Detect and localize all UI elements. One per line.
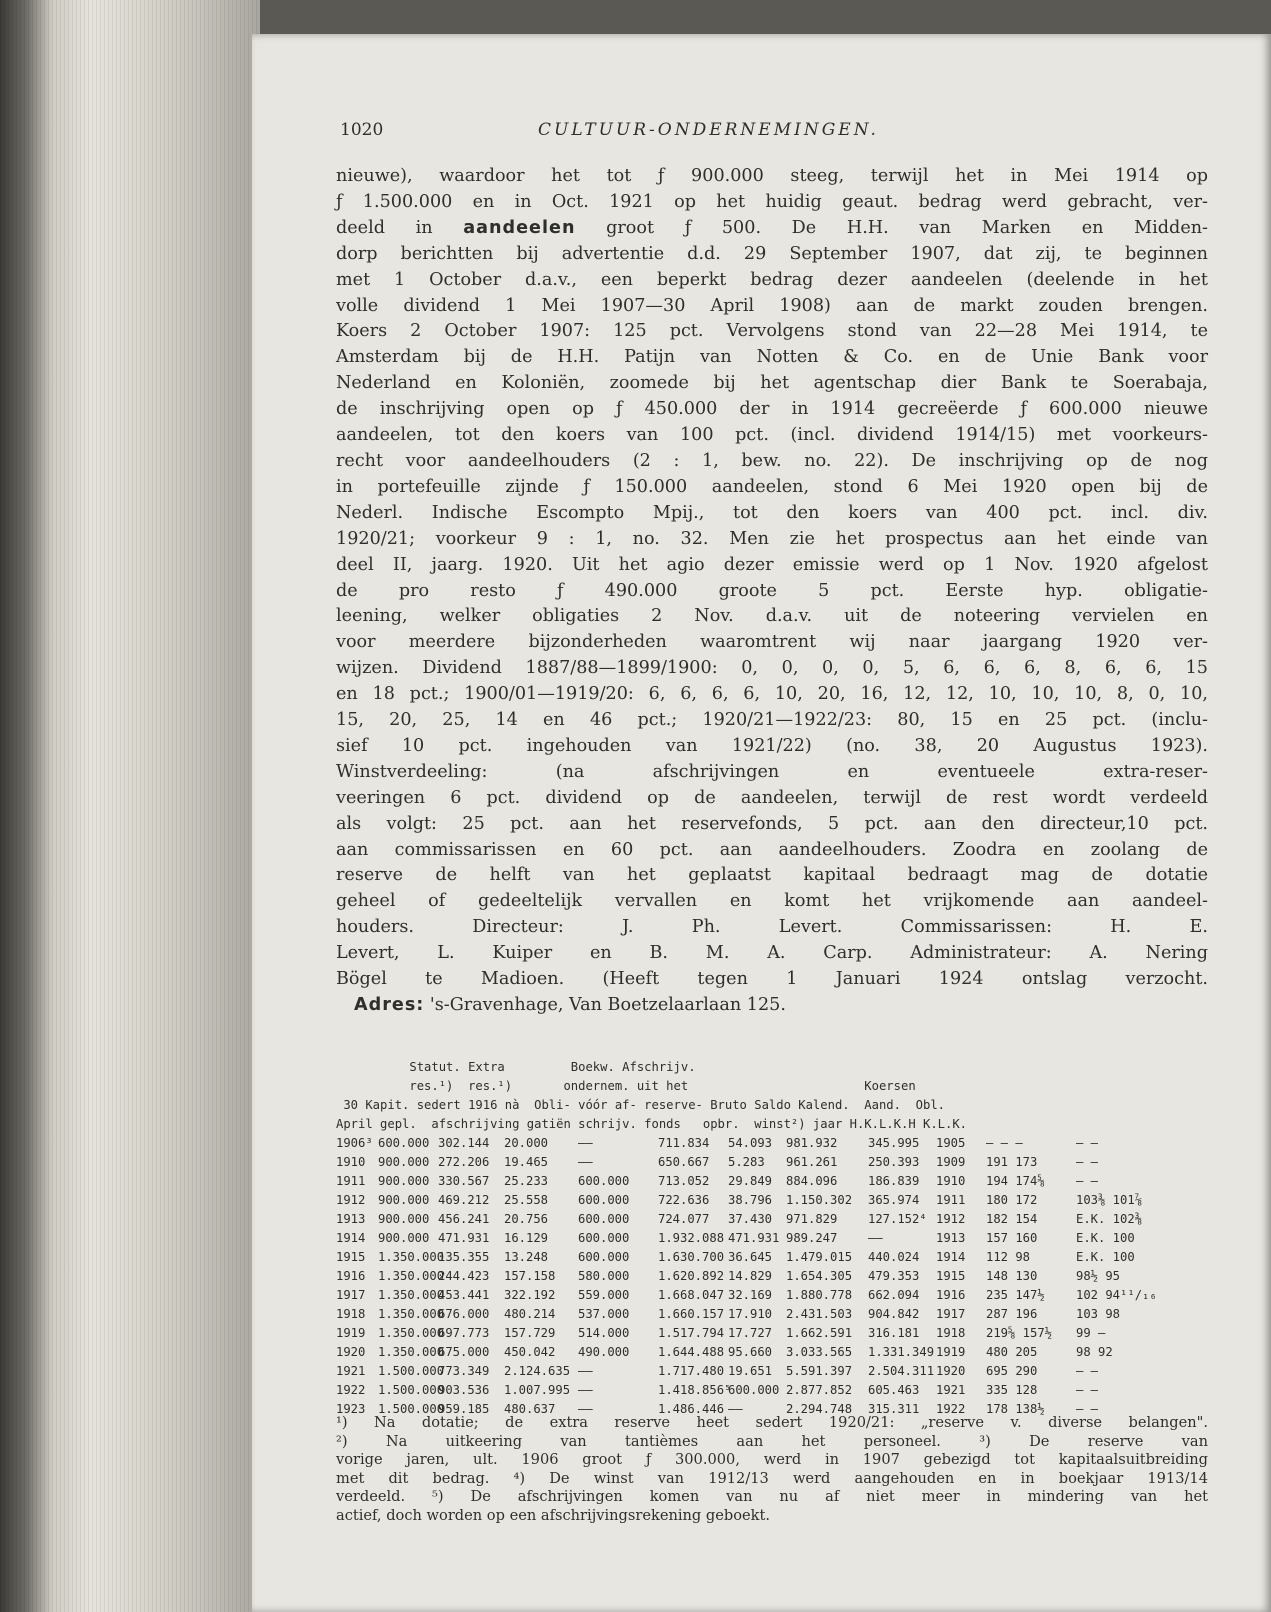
- table-cell: 904.842: [868, 1307, 920, 1321]
- page-header: [340, 120, 1200, 146]
- table-cell: 1.350.000: [378, 1307, 445, 1321]
- table-cell: 1914: [336, 1231, 366, 1245]
- body-line: dorp berichtten bij advertentie d.d. 29 September 1907, dat zij, te beginnen: [336, 243, 1208, 264]
- table-cell: 1.630.700: [658, 1250, 725, 1264]
- table-cell: 469.212: [438, 1193, 490, 1207]
- table-cell: 537.000: [578, 1307, 630, 1321]
- table-row: [336, 1381, 1208, 1400]
- table-cell: 19.651: [728, 1364, 773, 1378]
- table-header-line: 30 Kapit. sedert 1916 nà Obli- vóór af- reserve- Bruto Saldo Kalend. Aand. Obl.: [336, 1098, 946, 1112]
- table-cell: 219⅝ 157½: [986, 1326, 1053, 1340]
- table-cell: 773.349: [438, 1364, 490, 1378]
- body-line: nieuwe), waardoor het tot ƒ 900.000 steeg, terwijl het in Mei 1914 op: [336, 166, 1208, 186]
- table-cell: 250.393: [868, 1155, 920, 1169]
- table-cell: 99 —: [1076, 1326, 1106, 1340]
- footnote-line: verdeeld. ⁵) De afschrijvingen komen van nu af niet meer in mindering van het: [336, 1488, 1208, 1505]
- table-header: [336, 1058, 1208, 1134]
- table-cell: 112 98: [986, 1250, 1031, 1264]
- footnotes: [336, 1414, 1208, 1525]
- body-line: sief 10 pct. ingehouden van 1921/22) (no. 38, 20 Augustus 1923).: [336, 735, 1208, 756]
- table-row: [336, 1362, 1208, 1381]
- table-cell: 14.829: [728, 1269, 773, 1283]
- table-cell: 37.430: [728, 1212, 773, 1226]
- table-cell: 322.192: [504, 1288, 556, 1302]
- table-cell: — —: [1076, 1155, 1099, 1169]
- table-cell: 981.932: [786, 1136, 838, 1150]
- table-cell: 345.995: [868, 1136, 920, 1150]
- table-cell: 272.206: [438, 1155, 490, 1169]
- table-cell: 1.500.000: [378, 1402, 445, 1416]
- table-cell: 32.169: [728, 1288, 773, 1302]
- table-cell: 2.294.748: [786, 1402, 853, 1416]
- body-text: [336, 164, 1208, 1019]
- table-cell: 453.441: [438, 1288, 490, 1302]
- address-label: Adres:: [354, 995, 425, 1015]
- table-cell: 1917: [936, 1307, 966, 1321]
- table-cell: 713.052: [658, 1174, 710, 1188]
- body-line: aandeelen, tot den koers van 100 pct. (incl. dividend 1914/15) met voorkeurs-: [336, 425, 1208, 446]
- table-cell: 20.000: [504, 1136, 549, 1150]
- body-line: wijzen. Dividend 1887/88—1899/1900: 0, 0, 0, 0, 5, 6, 6, 6, 8, 6, 6, 15: [336, 658, 1208, 679]
- table-cell: 1.654.305: [786, 1269, 853, 1283]
- table-cell: 480 205: [986, 1345, 1038, 1359]
- table-cell: 1.662.591: [786, 1326, 853, 1340]
- table-cell: 1914: [936, 1250, 966, 1264]
- table-cell: 971.829: [786, 1212, 838, 1226]
- table-cell: — —: [1076, 1364, 1099, 1378]
- table-cell: 1913: [336, 1212, 366, 1226]
- table-cell: 36.645: [728, 1250, 773, 1264]
- table-cell: 191 173: [986, 1155, 1038, 1169]
- table-cell: 1.717.480: [658, 1364, 725, 1378]
- table-cell: — — —: [986, 1136, 1023, 1150]
- table-cell: 1905: [936, 1136, 966, 1150]
- table-cell: 1919: [936, 1345, 966, 1359]
- table-cell: 302.144: [438, 1136, 490, 1150]
- bold-term: aandeelen: [463, 217, 576, 238]
- table-header-line: Statut. Extra Boekw. Afschrijv.: [336, 1060, 696, 1074]
- table-cell: 235 147½: [986, 1288, 1045, 1302]
- table-cell: 244.423: [438, 1269, 490, 1283]
- body-line: Koers 2 October 1907: 125 pct. Vervolgens stond van 22—28 Mei 1914, te: [336, 321, 1208, 342]
- table-cell: 1921: [336, 1364, 366, 1378]
- body-line: Nederl. Indische Escompto Mpij., tot den koers van 400 pct. incl. div.: [336, 502, 1208, 523]
- body-line: en 18 pct.; 1900/01—1919/20: 6, 6, 6, 6, 10, 20, 16, 12, 12, 10, 10, 10, 8, 0, 10,: [336, 684, 1208, 705]
- table-cell: 1.620.892: [658, 1269, 725, 1283]
- table-cell: 903.536: [438, 1383, 490, 1397]
- footnote-line: actief, doch worden op een afschrijvingsrekening geboekt.: [336, 1506, 770, 1524]
- table-row: [336, 1267, 1208, 1286]
- table-cell: 1.350.000: [378, 1288, 445, 1302]
- book-page-edges: [0, 0, 260, 1612]
- table-cell: — —: [1076, 1136, 1099, 1150]
- table-cell: 1917: [336, 1288, 366, 1302]
- body-line: met 1 October d.a.v., een beperkt bedrag dezer aandeelen (deelende in het: [336, 269, 1208, 290]
- body-line: 1920/21; voorkeur 9 : 1, no. 32. Men zie het prospectus aan het einde van: [336, 528, 1208, 549]
- table-cell: 194 174⅝: [986, 1174, 1045, 1188]
- table-cell: 456.241: [438, 1212, 490, 1226]
- table-row: [336, 1343, 1208, 1362]
- table-cell: 676.000: [438, 1307, 490, 1321]
- table-cell: 1.350.000: [378, 1326, 445, 1340]
- table-cell: 1909: [936, 1155, 966, 1169]
- table-cell: 95.660: [728, 1345, 773, 1359]
- table-cell: 1911: [936, 1193, 966, 1207]
- body-line: de inschrijving open op ƒ 450.000 der in 1914 gecreëerde ƒ 600.000 nieuwe: [336, 399, 1208, 420]
- table-cell: 25.233: [504, 1174, 549, 1188]
- body-line: Amsterdam bij de H.H. Patijn van Notten & Co. en de Unie Bank voor: [336, 347, 1208, 368]
- body-line: volle dividend 1 Mei 1907—30 April 1908) aan de markt zouden brengen.: [336, 295, 1208, 316]
- table-cell: 1922: [336, 1383, 366, 1397]
- table-cell: 711.834: [658, 1136, 710, 1150]
- table-cell: 127.152⁴: [868, 1212, 927, 1226]
- table-cell: 900.000: [378, 1155, 430, 1169]
- table-cell: 450.042: [504, 1345, 556, 1359]
- table-cell: 5.591.397: [786, 1364, 853, 1378]
- table-cell: 1.418.856⁵: [658, 1383, 732, 1397]
- table-cell: ——: [578, 1383, 593, 1397]
- body-line: aan commissarissen en 60 pct. aan aandeelhouders. Zoodra en zoolang de: [336, 839, 1208, 860]
- page-number: 1020: [340, 120, 384, 140]
- table-cell: 38.796: [728, 1193, 773, 1207]
- table-cell: — —: [1076, 1402, 1099, 1416]
- table-cell: 662.094: [868, 1288, 920, 1302]
- table-cell: 1920: [336, 1345, 366, 1359]
- table-row: [336, 1324, 1208, 1343]
- table-cell: 19.465: [504, 1155, 549, 1169]
- table-cell: 1.668.047: [658, 1288, 725, 1302]
- footnote-line: vorige jaren, ult. 1906 groot ƒ 300.000, werd in 1907 gebezigd tot kapitaalsuitbreiding: [336, 1451, 1208, 1468]
- table-cell: 98½ 95: [1076, 1269, 1121, 1283]
- table-cell: ——: [578, 1155, 593, 1169]
- body-line: Winstverdeeling: (na afschrijvingen en eventueele extra-reser-: [336, 761, 1208, 782]
- table-cell: 135.355: [438, 1250, 490, 1264]
- table-cell: 900.000: [378, 1212, 430, 1226]
- table-cell: 600.000: [578, 1212, 630, 1226]
- table-cell: 1.500.000: [378, 1364, 445, 1378]
- table-cell: — —: [1076, 1383, 1099, 1397]
- table-cell: 1916: [336, 1269, 366, 1283]
- table-cell: 1912: [336, 1193, 366, 1207]
- table-cell: 471.931: [438, 1231, 490, 1245]
- table-cell: E.K. 100: [1076, 1250, 1135, 1264]
- table-cell: 900.000: [378, 1193, 430, 1207]
- table-cell: 959.185: [438, 1402, 490, 1416]
- table-cell: 605.463: [868, 1383, 920, 1397]
- table-cell: 600.000: [578, 1174, 630, 1188]
- body-line: veeringen 6 pct. dividend op de aandeelen, terwijl de rest wordt verdeeld: [336, 787, 1208, 808]
- table-cell: 335 128: [986, 1383, 1038, 1397]
- table-cell: 1.500.000: [378, 1383, 445, 1397]
- table-cell: 182 154: [986, 1212, 1038, 1226]
- table-cell: 1.150.302: [786, 1193, 853, 1207]
- table-row: [336, 1229, 1208, 1248]
- table-cell: 600.000: [728, 1383, 780, 1397]
- table-cell: 1.479.015: [786, 1250, 853, 1264]
- body-line: ƒ 1.500.000 en in Oct. 1921 op het huidig geaut. bedrag werd gebracht, ver-: [336, 191, 1208, 212]
- table-cell: 884.096: [786, 1174, 838, 1188]
- table-header-line: res.¹) res.¹) ondernem. uit het Koersen: [336, 1079, 916, 1093]
- table-cell: 5.283: [728, 1155, 765, 1169]
- table-cell: 1.880.778: [786, 1288, 853, 1302]
- table-cell: ——: [578, 1364, 593, 1378]
- table-cell: 13.248: [504, 1250, 549, 1264]
- footnote-line: ²) Na uitkeering van tantièmes aan het personeel. ³) De reserve van: [336, 1432, 1208, 1450]
- body-line: reserve de helft van het geplaatst kapitaal bedraagt mag de dotatie: [336, 865, 1208, 886]
- body-line: deeld in aandeelen groot ƒ 500. De H.H. van Marken en Midden-: [336, 217, 1209, 238]
- table-cell: 54.093: [728, 1136, 773, 1150]
- table-cell: 490.000: [578, 1345, 630, 1359]
- table-cell: 900.000: [378, 1174, 430, 1188]
- body-line: voor meerdere bijzonderheden waaromtrent wij naar jaargang 1920 ver-: [336, 632, 1208, 653]
- running-title: CULTUUR-ONDERNEMINGEN.: [538, 120, 879, 140]
- table-cell: 157.729: [504, 1326, 556, 1340]
- address-line: [336, 993, 1208, 1019]
- table-cell: 3.033.565: [786, 1345, 853, 1359]
- financial-table: [336, 1058, 1208, 1419]
- table-cell: 316.181: [868, 1326, 920, 1340]
- body-line: in portefeuille zijnde ƒ 150.000 aandeelen, stond 6 Mei 1920 open bij de: [336, 476, 1208, 497]
- table-row: [336, 1305, 1208, 1324]
- table-cell: 559.000: [578, 1288, 630, 1302]
- table-cell: 480.637: [504, 1402, 556, 1416]
- table-header-line: April gepl. afschrijving gatiën schrijv. fonds opbr. winst²) jaar H.K.L.K.H K.L.K.: [336, 1117, 968, 1131]
- body-line: 15, 20, 25, 14 en 46 pct.; 1920/21—1922/23: 80, 15 en 25 pct. (inclu-: [336, 710, 1208, 731]
- table-cell: 600.000: [578, 1231, 630, 1245]
- table-cell: 1916: [936, 1288, 966, 1302]
- table-cell: 580.000: [578, 1269, 630, 1283]
- table-cell: 1922: [936, 1402, 966, 1416]
- table-cell: 148 130: [986, 1269, 1038, 1283]
- table-cell: 1.660.157: [658, 1307, 725, 1321]
- table-cell: 365.974: [868, 1193, 920, 1207]
- table-cell: 480.214: [504, 1307, 556, 1321]
- table-row: [336, 1248, 1208, 1267]
- table-cell: 514.000: [578, 1326, 630, 1340]
- table-cell: 330.567: [438, 1174, 490, 1188]
- address-text: 's-Gravenhage, Van Boetzelaarlaan 125.: [424, 995, 786, 1015]
- table-row: [336, 1172, 1208, 1191]
- table-cell: 178 138½: [986, 1402, 1045, 1416]
- table-cell: 600.000: [578, 1193, 630, 1207]
- table-cell: 1919: [336, 1326, 366, 1340]
- table-cell: 1.350.000: [378, 1269, 445, 1283]
- table-cell: 675.000: [438, 1345, 490, 1359]
- table-cell: 315.311: [868, 1402, 920, 1416]
- table-cell: 479.353: [868, 1269, 920, 1283]
- body-line: geheel of gedeeltelijk vervallen en komt het vrijkomende aan aandeel-: [336, 891, 1208, 912]
- table-row: [336, 1134, 1208, 1153]
- table-cell: 17.727: [728, 1326, 773, 1340]
- table-cell: 157 160: [986, 1231, 1038, 1245]
- table-cell: 103⅜ 101⅞: [1076, 1193, 1143, 1207]
- table-cell: ——: [868, 1231, 883, 1245]
- table-cell: 186.839: [868, 1174, 920, 1188]
- body-line: houders. Directeur: J. Ph. Levert. Commissarissen: H. E.: [336, 917, 1208, 938]
- table-cell: 157.158: [504, 1269, 556, 1283]
- table-cell: 1915: [936, 1269, 966, 1283]
- table-cell: 20.756: [504, 1212, 549, 1226]
- table-row: [336, 1191, 1208, 1210]
- table-body: [336, 1134, 1208, 1419]
- table-cell: 1.350.000: [378, 1250, 445, 1264]
- body-line: Nederland en Koloniën, zoomede bij het agentschap dier Bank te Soerabaja,: [336, 373, 1208, 394]
- table-cell: 2.124.635: [504, 1364, 571, 1378]
- table-row: [336, 1210, 1208, 1229]
- table-cell: 1923: [336, 1402, 366, 1416]
- table-cell: 1921: [936, 1383, 966, 1397]
- table-cell: 1910: [936, 1174, 966, 1188]
- table-cell: 102 94¹¹/₁₆: [1076, 1288, 1157, 1302]
- table-cell: 600.000: [578, 1250, 630, 1264]
- table-cell: 25.558: [504, 1193, 549, 1207]
- table-cell: ——: [578, 1402, 593, 1416]
- body-line: recht voor aandeelhouders (2 : 1, bew. no. 22). De inschrijving op de nog: [336, 450, 1208, 471]
- table-cell: 1915: [336, 1250, 366, 1264]
- table-cell: 989.247: [786, 1231, 838, 1245]
- table-cell: 650.667: [658, 1155, 710, 1169]
- table-cell: 1.644.488: [658, 1345, 725, 1359]
- table-cell: 16.129: [504, 1231, 549, 1245]
- body-line: als volgt: 25 pct. aan het reservefonds, 5 pct. aan den directeur,10 pct.: [336, 813, 1208, 834]
- table-cell: 2.431.503: [786, 1307, 853, 1321]
- table-cell: ——: [728, 1402, 743, 1416]
- table-cell: 1.932.088: [658, 1231, 725, 1245]
- table-cell: 900.000: [378, 1231, 430, 1245]
- table-cell: E.K. 100: [1076, 1231, 1135, 1245]
- table-cell: 180 172: [986, 1193, 1038, 1207]
- table-cell: 440.024: [868, 1250, 920, 1264]
- table-cell: E.K. 102⅜: [1076, 1212, 1143, 1226]
- table-cell: 103 98: [1076, 1307, 1121, 1321]
- table-cell: 600.000: [378, 1136, 430, 1150]
- table-cell: 17.910: [728, 1307, 773, 1321]
- table-cell: 722.636: [658, 1193, 710, 1207]
- body-line: Bögel te Madioen. (Heeft tegen 1 Januari 1924 ontslag verzocht.: [336, 969, 1208, 990]
- table-cell: 1911: [336, 1174, 366, 1188]
- table-cell: 695 290: [986, 1364, 1038, 1378]
- body-line: deel II, jaarg. 1920. Uit het agio dezer emissie werd op 1 Nov. 1920 afgelost: [336, 554, 1208, 575]
- table-cell: 2.504.311: [868, 1364, 935, 1378]
- table-cell: 1906³: [336, 1136, 373, 1150]
- footnote-line: met dit bedrag. ⁴) De winst van 1912/13 werd aangehouden en in boekjaar 1913/14: [336, 1469, 1208, 1487]
- table-cell: 29.849: [728, 1174, 773, 1188]
- table-cell: 1.486.446: [658, 1402, 725, 1416]
- table-cell: 724.077: [658, 1212, 710, 1226]
- table-cell: 471.931: [728, 1231, 780, 1245]
- table-cell: ——: [578, 1136, 593, 1150]
- body-line: Levert, L. Kuiper en B. M. A. Carp. Administrateur: A. Nering: [336, 943, 1208, 964]
- table-cell: — —: [1076, 1174, 1099, 1188]
- footnote-line: ¹) Na dotatie; de extra reserve heet sedert 1920/21: „reserve v. diverse belangen".: [336, 1414, 1208, 1431]
- table-cell: 1.350.000: [378, 1345, 445, 1359]
- table-cell: 1910: [336, 1155, 366, 1169]
- body-line: de pro resto ƒ 490.000 groote 5 pct. Eerste hyp. obligatie-: [336, 580, 1208, 601]
- table-cell: 1920: [936, 1364, 966, 1378]
- book-page: [252, 34, 1271, 1612]
- table-cell: 1918: [336, 1307, 366, 1321]
- table-cell: 1918: [936, 1326, 966, 1340]
- table-cell: 1912: [936, 1212, 966, 1226]
- table-cell: 1.517.794: [658, 1326, 725, 1340]
- table-cell: 697.773: [438, 1326, 490, 1340]
- table-cell: 287 196: [986, 1307, 1038, 1321]
- table-cell: 98 92: [1076, 1345, 1113, 1359]
- table-cell: 1913: [936, 1231, 966, 1245]
- table-cell: 1.331.349: [868, 1345, 935, 1359]
- body-line: leening, welker obligaties 2 Nov. d.a.v. uit de noteering vervielen en: [336, 606, 1208, 627]
- table-cell: 961.261: [786, 1155, 838, 1169]
- table-row: [336, 1153, 1208, 1172]
- table-cell: 2.877.852: [786, 1383, 853, 1397]
- table-cell: 1.007.995: [504, 1383, 571, 1397]
- table-row: [336, 1286, 1208, 1305]
